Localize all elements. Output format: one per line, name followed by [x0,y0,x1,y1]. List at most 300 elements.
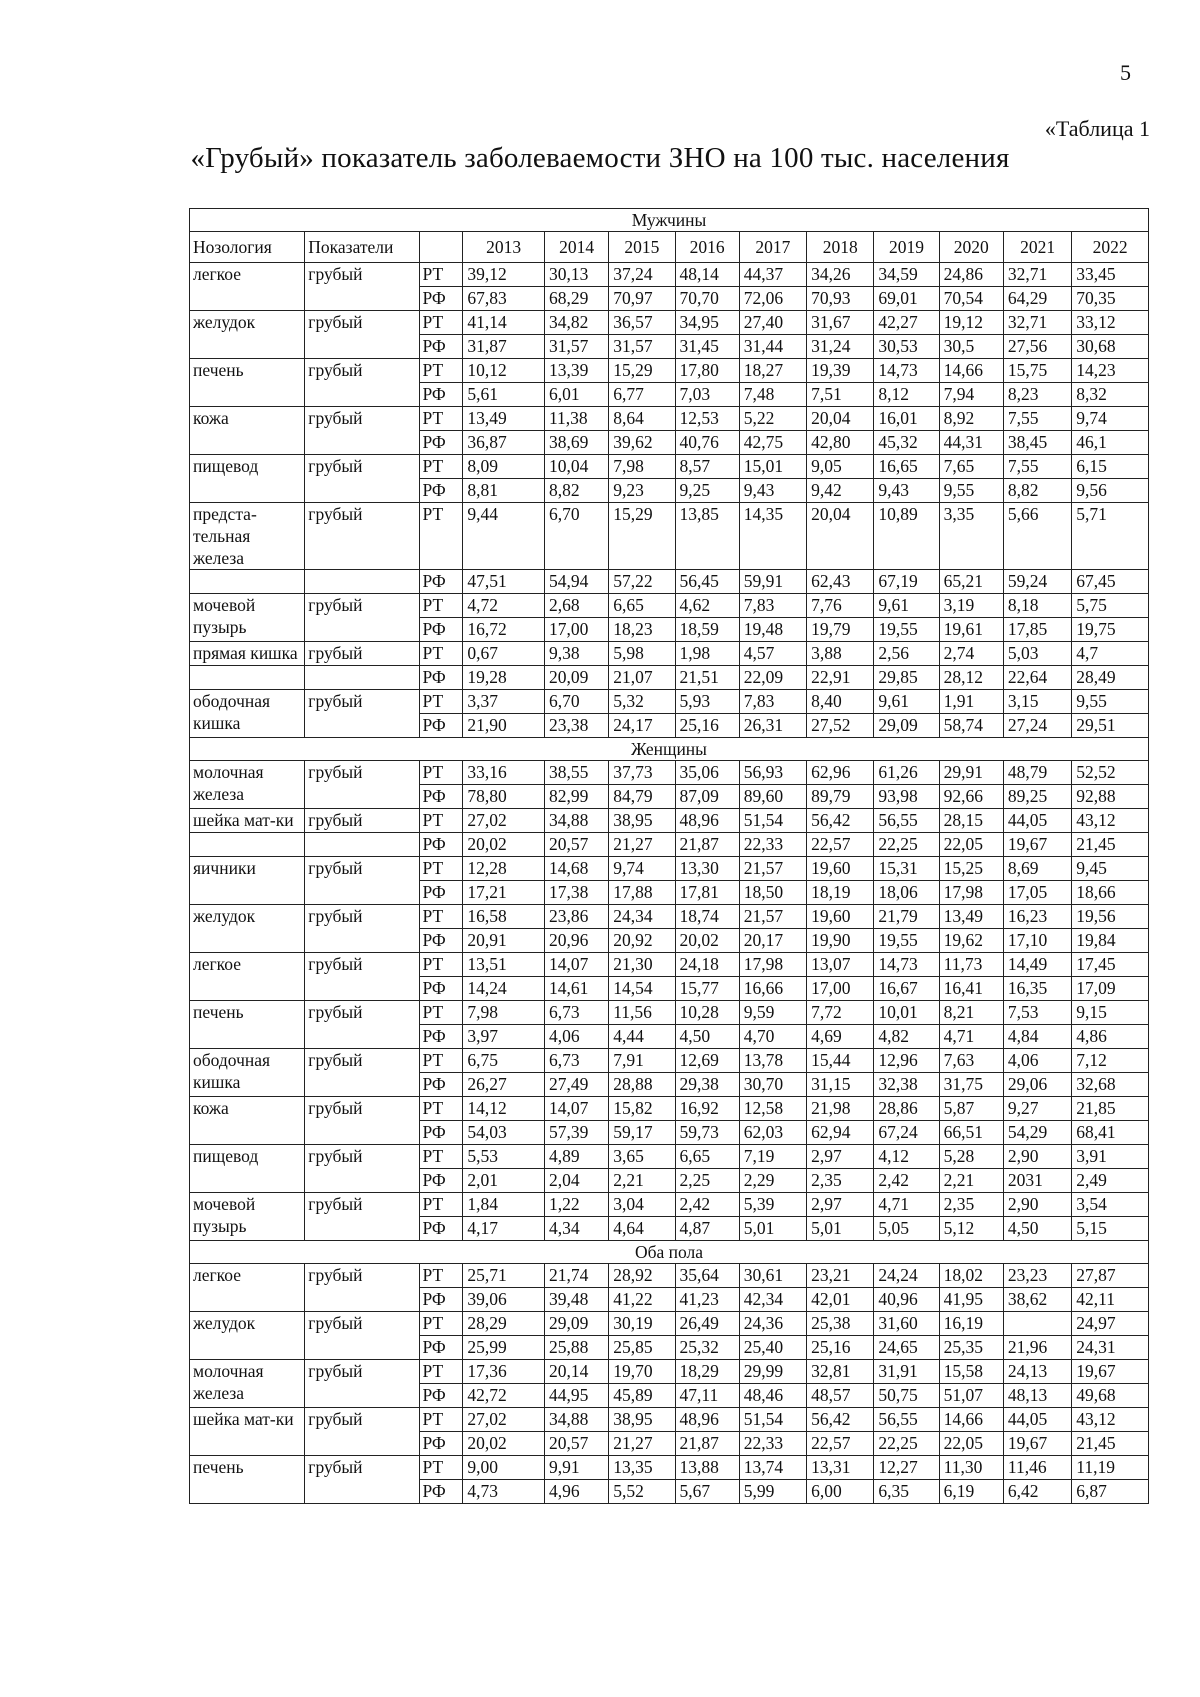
value-cell: 7,55 [1003,407,1071,431]
value-cell: 3,35 [939,503,1003,570]
region-cell: РФ [419,570,463,594]
indicator-cell: грубый [305,311,419,359]
value-cell: 1,84 [463,1193,545,1217]
value-cell: 19,90 [807,929,874,953]
value-cell: 31,60 [874,1312,939,1336]
value-cell: 22,09 [739,666,806,690]
value-cell: 40,96 [874,1288,939,1312]
table-row [190,666,1149,690]
value-cell: 44,05 [1003,809,1071,833]
value-cell: 39,48 [544,1288,608,1312]
value-cell: 29,38 [675,1073,739,1097]
value-cell: 1,91 [939,690,1003,714]
value-cell: 19,62 [939,929,1003,953]
indicator-cell: грубый [305,642,419,666]
region-cell: РФ [419,1384,463,1408]
value-cell: 35,64 [675,1264,739,1288]
value-cell: 21,51 [675,666,739,690]
value-cell: 13,07 [807,953,874,977]
table-row [190,905,1149,929]
table-row [190,642,1149,666]
value-cell: 7,83 [739,594,806,618]
value-cell: 17,81 [675,881,739,905]
header-year: 2021 [1003,232,1071,263]
table-row [190,833,1149,857]
section-row [190,209,1149,232]
value-cell: 17,80 [675,359,739,383]
region-cell: РТ [419,1264,463,1288]
value-cell: 46,1 [1072,431,1149,455]
nosology-cell: мочевой пузырь [190,594,305,642]
nosology-cell: пищевод [190,1145,305,1193]
indicator-cell: грубый [305,594,419,642]
value-cell: 25,38 [807,1312,874,1336]
value-cell: 5,32 [609,690,675,714]
value-cell: 5,01 [807,1217,874,1241]
value-cell: 32,38 [874,1073,939,1097]
value-cell: 48,14 [675,263,739,287]
value-cell: 16,65 [874,455,939,479]
value-cell: 59,91 [739,570,806,594]
value-cell: 5,93 [675,690,739,714]
value-cell: 14,66 [939,1408,1003,1432]
value-cell: 25,16 [807,1336,874,1360]
value-cell: 57,39 [544,1121,608,1145]
value-cell: 5,61 [463,383,545,407]
value-cell: 4,71 [874,1193,939,1217]
value-cell: 19,75 [1072,618,1149,642]
value-cell: 6,77 [609,383,675,407]
nosology-cell: печень [190,1456,305,1504]
value-cell: 6,70 [544,503,608,570]
value-cell: 41,95 [939,1288,1003,1312]
value-cell: 5,99 [739,1480,806,1504]
value-cell: 12,58 [739,1097,806,1121]
value-cell: 1,22 [544,1193,608,1217]
value-cell: 18,23 [609,618,675,642]
value-cell: 14,07 [544,953,608,977]
value-cell: 13,35 [609,1456,675,1480]
value-cell: 17,05 [1003,881,1071,905]
value-cell: 19,28 [463,666,545,690]
value-cell: 70,97 [609,287,675,311]
value-cell: 48,79 [1003,761,1071,785]
nosology-cell: яичники [190,857,305,905]
nosology-cell: предста-тельная железа [190,503,305,570]
nosology-cell: ободочная кишка [190,690,305,738]
value-cell: 4,44 [609,1025,675,1049]
value-cell: 10,89 [874,503,939,570]
value-cell: 17,45 [1072,953,1149,977]
value-cell: 35,06 [675,761,739,785]
value-cell: 6,73 [544,1001,608,1025]
value-cell: 19,39 [807,359,874,383]
value-cell: 30,61 [739,1264,806,1288]
region-cell: РФ [419,335,463,359]
value-cell: 9,59 [739,1001,806,1025]
value-cell: 59,24 [1003,570,1071,594]
value-cell: 21,74 [544,1264,608,1288]
value-cell: 2,25 [675,1169,739,1193]
value-cell: 30,53 [874,335,939,359]
table-row [190,953,1149,977]
value-cell: 27,87 [1072,1264,1149,1288]
section-row [190,1241,1149,1264]
value-cell: 17,00 [807,977,874,1001]
value-cell: 3,91 [1072,1145,1149,1169]
value-cell: 15,44 [807,1049,874,1073]
value-cell: 10,12 [463,359,545,383]
value-cell: 9,55 [939,479,1003,503]
header-year: 2014 [544,232,608,263]
value-cell: 37,73 [609,761,675,785]
value-cell: 48,96 [675,809,739,833]
value-cell: 31,87 [463,335,545,359]
region-cell: РТ [419,263,463,287]
value-cell: 5,66 [1003,503,1071,570]
value-cell: 47,11 [675,1384,739,1408]
indicator-cell: грубый [305,1097,419,1145]
value-cell: 69,01 [874,287,939,311]
value-cell: 50,75 [874,1384,939,1408]
value-cell: 7,03 [675,383,739,407]
value-cell: 38,55 [544,761,608,785]
value-cell: 21,30 [609,953,675,977]
value-cell: 8,82 [1003,479,1071,503]
value-cell: 13,78 [739,1049,806,1073]
value-cell: 2,04 [544,1169,608,1193]
table-row [190,1001,1149,1025]
table-row [190,690,1149,714]
value-cell: 24,34 [609,905,675,929]
value-cell: 57,22 [609,570,675,594]
value-cell: 25,71 [463,1264,545,1288]
value-cell: 51,54 [739,1408,806,1432]
value-cell: 18,02 [939,1264,1003,1288]
value-cell: 22,57 [807,1432,874,1456]
value-cell: 7,72 [807,1001,874,1025]
value-cell: 19,61 [939,618,1003,642]
value-cell: 2,21 [609,1169,675,1193]
value-cell: 24,13 [1003,1360,1071,1384]
region-cell: РТ [419,953,463,977]
value-cell: 47,51 [463,570,545,594]
value-cell: 5,03 [1003,642,1071,666]
value-cell: 19,55 [874,618,939,642]
nosology-cell: легкое [190,1264,305,1312]
value-cell: 22,64 [1003,666,1071,690]
value-cell: 9,45 [1072,857,1149,881]
value-cell: 19,67 [1003,833,1071,857]
value-cell: 43,12 [1072,809,1149,833]
indicator-cell: грубый [305,359,419,407]
value-cell: 4,72 [463,594,545,618]
value-cell: 20,92 [609,929,675,953]
value-cell: 59,73 [675,1121,739,1145]
table-row [190,761,1149,785]
value-cell: 12,27 [874,1456,939,1480]
value-cell: 15,75 [1003,359,1071,383]
region-cell: РФ [419,1480,463,1504]
value-cell: 36,87 [463,431,545,455]
value-cell [1003,1312,1071,1336]
indicator-cell: грубый [305,905,419,953]
value-cell: 14,12 [463,1097,545,1121]
value-cell: 27,02 [463,809,545,833]
value-cell: 2,56 [874,642,939,666]
region-cell: РФ [419,1288,463,1312]
value-cell: 17,88 [609,881,675,905]
value-cell: 7,55 [1003,455,1071,479]
value-cell: 6,01 [544,383,608,407]
value-cell: 29,09 [544,1312,608,1336]
region-cell: РФ [419,287,463,311]
value-cell: 2,90 [1003,1193,1071,1217]
value-cell: 21,57 [739,857,806,881]
value-cell: 23,38 [544,714,608,738]
value-cell: 17,21 [463,881,545,905]
value-cell: 17,00 [544,618,608,642]
value-cell: 24,17 [609,714,675,738]
value-cell: 15,31 [874,857,939,881]
value-cell: 14,35 [739,503,806,570]
table-caption: «Таблица 1 [1044,116,1150,141]
value-cell: 92,88 [1072,785,1149,809]
value-cell: 5,71 [1072,503,1149,570]
indicator-cell: грубый [305,953,419,1001]
value-cell: 3,04 [609,1193,675,1217]
value-cell: 7,76 [807,594,874,618]
value-cell: 82,99 [544,785,608,809]
value-cell: 44,31 [939,431,1003,455]
value-cell: 4,50 [675,1025,739,1049]
document-title: «Грубый» показатель заболеваемости ЗНО на 100 тыс. населения [190,142,1010,174]
header-year: 2020 [939,232,1003,263]
value-cell: 36,57 [609,311,675,335]
value-cell: 44,37 [739,263,806,287]
section-row [190,738,1149,761]
value-cell: 28,92 [609,1264,675,1288]
region-cell: РФ [419,1025,463,1049]
value-cell: 5,12 [939,1217,1003,1241]
value-cell: 27,02 [463,1408,545,1432]
region-cell: РФ [419,1121,463,1145]
value-cell: 22,25 [874,833,939,857]
value-cell: 40,76 [675,431,739,455]
value-cell: 5,39 [739,1193,806,1217]
value-cell: 7,53 [1003,1001,1071,1025]
value-cell: 3,19 [939,594,1003,618]
value-cell: 2,42 [675,1193,739,1217]
value-cell: 11,19 [1072,1456,1149,1480]
value-cell: 7,98 [463,1001,545,1025]
region-cell: РТ [419,594,463,618]
table-row [190,1145,1149,1169]
value-cell: 11,38 [544,407,608,431]
value-cell: 39,06 [463,1288,545,1312]
region-cell: РТ [419,503,463,570]
value-cell: 30,5 [939,335,1003,359]
value-cell: 32,71 [1003,263,1071,287]
value-cell: 31,91 [874,1360,939,1384]
indicator-cell: грубый [305,1456,419,1504]
value-cell: 29,85 [874,666,939,690]
value-cell: 9,74 [609,857,675,881]
value-cell: 13,88 [675,1456,739,1480]
value-cell: 8,82 [544,479,608,503]
value-cell: 56,55 [874,1408,939,1432]
nosology-cell: прямая кишка [190,642,305,666]
value-cell: 4,89 [544,1145,608,1169]
region-cell: РФ [419,929,463,953]
indicator-cell: грубый [305,1049,419,1097]
value-cell: 6,75 [463,1049,545,1073]
value-cell: 4,12 [874,1145,939,1169]
value-cell: 29,06 [1003,1073,1071,1097]
region-cell: РТ [419,1360,463,1384]
value-cell: 29,99 [739,1360,806,1384]
section-title: Мужчины [190,209,1149,232]
region-cell: РТ [419,809,463,833]
value-cell: 26,31 [739,714,806,738]
value-cell: 42,34 [739,1288,806,1312]
value-cell: 84,79 [609,785,675,809]
indicator-cell: грубый [305,407,419,455]
value-cell: 20,02 [463,833,545,857]
value-cell: 17,98 [739,953,806,977]
value-cell: 8,12 [874,383,939,407]
value-cell: 0,67 [463,642,545,666]
value-cell: 2,01 [463,1169,545,1193]
value-cell: 16,41 [939,977,1003,1001]
value-cell: 20,02 [463,1432,545,1456]
value-cell: 34,88 [544,809,608,833]
value-cell: 8,21 [939,1001,1003,1025]
region-cell: РТ [419,1097,463,1121]
value-cell: 20,17 [739,929,806,953]
value-cell: 41,23 [675,1288,739,1312]
empty-cell [305,570,419,594]
value-cell: 8,57 [675,455,739,479]
value-cell: 54,94 [544,570,608,594]
nosology-cell: кожа [190,407,305,455]
value-cell: 5,87 [939,1097,1003,1121]
value-cell: 14,54 [609,977,675,1001]
empty-cell [305,666,419,690]
value-cell: 25,40 [739,1336,806,1360]
value-cell: 4,69 [807,1025,874,1049]
value-cell: 41,14 [463,311,545,335]
value-cell: 42,80 [807,431,874,455]
value-cell: 89,79 [807,785,874,809]
value-cell: 7,91 [609,1049,675,1073]
table-row [190,1312,1149,1336]
value-cell: 19,79 [807,618,874,642]
indicator-cell: грубый [305,690,419,738]
table-row [190,1097,1149,1121]
value-cell: 31,75 [939,1073,1003,1097]
value-cell: 48,96 [675,1408,739,1432]
value-cell: 4,82 [874,1025,939,1049]
value-cell: 28,88 [609,1073,675,1097]
value-cell: 4,71 [939,1025,1003,1049]
indicator-cell: грубый [305,1360,419,1408]
value-cell: 6,65 [609,594,675,618]
region-cell: РФ [419,666,463,690]
value-cell: 18,74 [675,905,739,929]
nosology-cell: печень [190,359,305,407]
value-cell: 21,07 [609,666,675,690]
value-cell: 14,66 [939,359,1003,383]
value-cell: 67,45 [1072,570,1149,594]
value-cell: 49,68 [1072,1384,1149,1408]
value-cell: 4,34 [544,1217,608,1241]
value-cell: 25,16 [675,714,739,738]
value-cell: 20,96 [544,929,608,953]
table-row [190,407,1149,431]
indicator-cell: грубый [305,857,419,905]
nosology-cell: легкое [190,263,305,311]
value-cell: 9,55 [1072,690,1149,714]
nosology-cell: желудок [190,311,305,359]
value-cell: 23,86 [544,905,608,929]
value-cell: 27,24 [1003,714,1071,738]
indicator-cell: грубый [305,761,419,809]
value-cell: 18,66 [1072,881,1149,905]
empty-cell [305,833,419,857]
value-cell: 67,19 [874,570,939,594]
value-cell: 39,62 [609,431,675,455]
value-cell: 10,28 [675,1001,739,1025]
table-row [190,503,1149,570]
region-cell: РТ [419,857,463,881]
value-cell: 27,56 [1003,335,1071,359]
value-cell: 24,65 [874,1336,939,1360]
nosology-cell: ободочная кишка [190,1049,305,1097]
value-cell: 65,21 [939,570,1003,594]
value-cell: 7,94 [939,383,1003,407]
value-cell: 14,73 [874,359,939,383]
table-row [190,570,1149,594]
value-cell: 16,35 [1003,977,1071,1001]
region-cell: РТ [419,1049,463,1073]
value-cell: 3,15 [1003,690,1071,714]
value-cell: 34,59 [874,263,939,287]
value-cell: 20,04 [807,407,874,431]
value-cell: 38,69 [544,431,608,455]
value-cell: 11,46 [1003,1456,1071,1480]
value-cell: 51,07 [939,1384,1003,1408]
value-cell: 17,85 [1003,618,1071,642]
table-row [190,809,1149,833]
value-cell: 14,73 [874,953,939,977]
value-cell: 31,57 [609,335,675,359]
value-cell: 2,49 [1072,1169,1149,1193]
value-cell: 4,96 [544,1480,608,1504]
header-indicator: Показатели [305,232,419,263]
value-cell: 8,64 [609,407,675,431]
table-row [190,1193,1149,1217]
section-title: Женщины [190,738,1149,761]
value-cell: 62,03 [739,1121,806,1145]
region-cell: РФ [419,1169,463,1193]
indicator-cell: грубый [305,1312,419,1360]
value-cell: 33,16 [463,761,545,785]
value-cell: 19,84 [1072,929,1149,953]
value-cell: 68,41 [1072,1121,1149,1145]
value-cell: 31,44 [739,335,806,359]
value-cell: 1,98 [675,642,739,666]
